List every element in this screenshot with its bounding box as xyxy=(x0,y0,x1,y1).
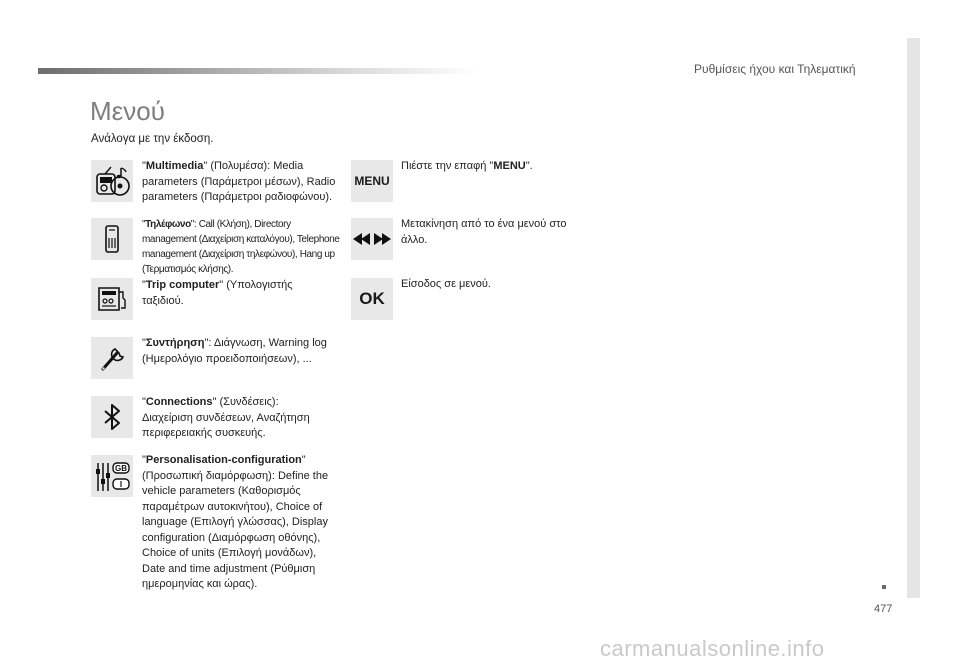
arrows-key xyxy=(351,218,393,260)
watermark: carmanualsonline.info xyxy=(600,636,825,661)
page-side-strip xyxy=(907,38,920,598)
multimedia-icon xyxy=(91,160,133,202)
ok-key-label: OK xyxy=(359,289,385,308)
left-right-arrows-icon xyxy=(351,218,393,260)
phone-tile xyxy=(91,218,133,260)
page-subtitle: Ανάλογα με την έκδοση. xyxy=(91,133,214,145)
menu-item-maintenance: "Συντήρηση": Διάγνωση, Warning log (Ημερολόγιο προειδοποιήσεων), ... xyxy=(142,337,327,365)
trip-computer-icon xyxy=(91,278,133,320)
menu-key-label: MENU xyxy=(354,174,390,188)
page-marker xyxy=(882,585,886,589)
page-number: 477 xyxy=(874,603,893,615)
control-menu-text: Πιέστε την επαφή "MENU". xyxy=(401,160,533,172)
menu-item-trip-computer: "Trip computer" (Υπολογιστής ταξιδιού. xyxy=(142,279,293,307)
menu-item-multimedia: "Multimedia" (Πολυμέσα): Media parameters (Παράμετροι μέσων), Radio parameters (Παράμετροι ραδιοφώνου). xyxy=(142,160,336,203)
gb-label: GB xyxy=(115,464,127,473)
control-ok-text: Είσοδος σε μενού. xyxy=(401,278,491,290)
phone-icon xyxy=(91,218,133,260)
control-arrows-text: Μετακίνηση από το ένα μενού στο άλλο. xyxy=(401,218,567,246)
menu-key xyxy=(351,160,393,202)
header-gradient-bar xyxy=(38,68,478,74)
section-title: Ρυθμίσεις ήχου και Τηλεματική xyxy=(694,62,856,76)
connections-tile xyxy=(91,396,133,438)
trip-computer-tile xyxy=(91,278,133,320)
menu-item-connections: "Connections" (Συνδέσεις): Διαχείριση συνδέσεων, Αναζήτηση περιφερειακής συσκευής. xyxy=(142,396,310,439)
personalisation-icon xyxy=(91,455,133,497)
page-title: Μενού xyxy=(90,96,165,126)
bluetooth-icon xyxy=(91,396,133,438)
menu-item-personalisation: "Personalisation-configuration" (Προσωπική διαμόρφωση): Define the vehicle parameters (Καθορισμός παραμέτρων αυτοκινήτου), Choice of language (Επιλογή γλώσσας), Display configuration (Διαμόρφωση οθόνης), Choice of units (Επιλογή μονάδων), Date and time adjustment (Ρύθμιση ημερομηνίας και ώρας). xyxy=(142,454,329,590)
maintenance-tile xyxy=(91,337,133,379)
ok-key xyxy=(351,278,393,320)
maintenance-wrench-icon xyxy=(91,337,133,379)
i-label: I xyxy=(119,480,123,489)
personalisation-tile xyxy=(91,455,133,497)
multimedia-tile xyxy=(91,160,133,202)
menu-item-phone: "Τηλέφωνο": Call (Κλήση), Directory management (Διαχείριση καταλόγου), Telephone management (Διαχείριση τηλεφώνου), Hang up (Τερματισμός κλήσης). xyxy=(142,219,340,275)
